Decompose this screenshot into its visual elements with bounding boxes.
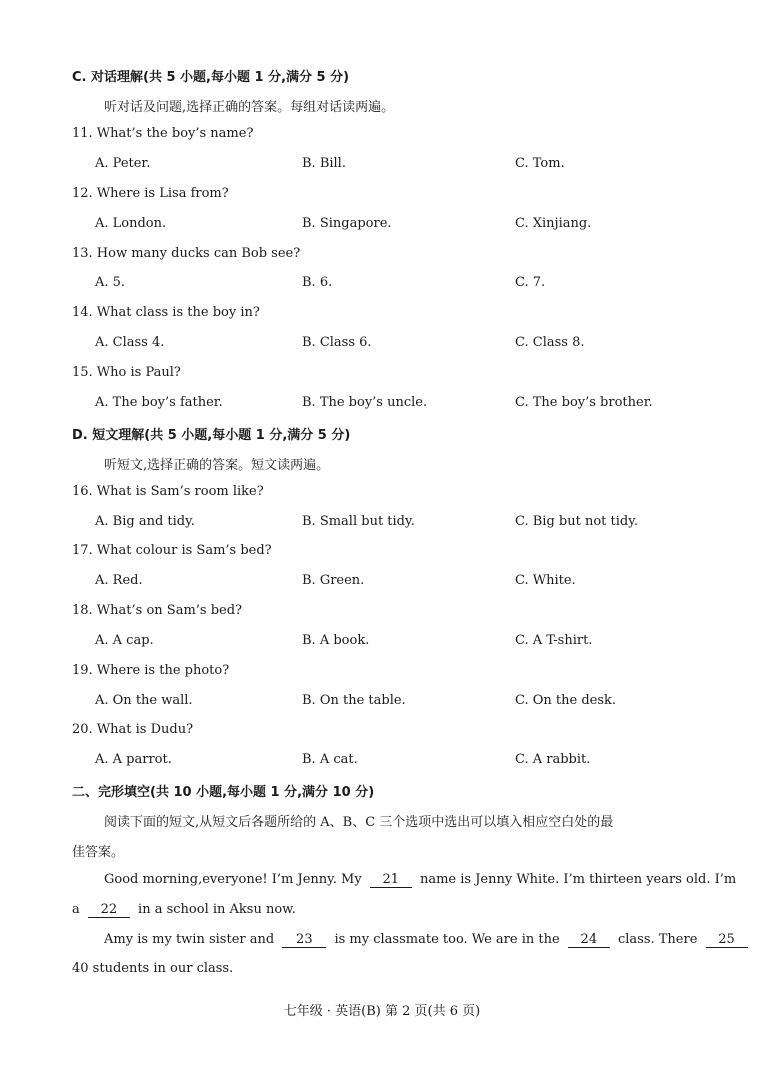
cloze-paragraph-line-2 [72,902,296,918]
question-19: 19. Where is the photo? [72,663,230,678]
question-12: 12. Where is Lisa from? [72,186,229,201]
cloze-text: name is Jenny White. I’m thirteen years old. I’m [419,872,737,887]
option-13-b[interactable]: B. 6. [302,275,333,290]
section-d-instruction: 听短文,选择正确的答案。短文读两遍。 [104,458,330,473]
cloze-text: is my classmate too. We are in the [334,932,560,947]
question-14: 14. What class is the boy in? [72,305,260,320]
cloze-text: class. There [617,932,698,947]
option-12-c[interactable]: C. Xinjiang. [515,216,592,231]
option-17-a[interactable]: A. Red. [95,573,143,588]
cloze-text: in a school in Aksu now. [138,902,296,917]
option-15-b[interactable]: B. The boy’s uncle. [302,395,428,410]
question-15: 15. Who is Paul? [72,365,181,380]
option-20-b[interactable]: B. A cat. [302,752,358,767]
option-15-c[interactable]: C. The boy’s brother. [515,395,653,410]
option-19-a[interactable]: A. On the wall. [95,693,193,708]
option-16-a[interactable]: A. Big and tidy. [95,514,195,529]
option-13-a[interactable]: A. 5. [95,275,126,290]
cloze-blank-21[interactable]: 21 [370,873,412,888]
section-c-instruction: 听对话及问题,选择正确的答案。每组对话读两遍。 [104,100,395,115]
cloze-blank-22[interactable]: 22 [88,903,130,918]
option-19-b[interactable]: B. On the table. [302,693,406,708]
option-16-c[interactable]: C. Big but not tidy. [515,514,638,529]
cloze-blank-25[interactable]: 25 [706,933,748,948]
cloze-paragraph-line-3 [104,932,748,948]
question-11: 11. What’s the boy’s name? [72,126,254,141]
option-11-c[interactable]: C. Tom. [515,156,565,171]
cloze-title: 二、完形填空(共 10 小题,每小题 1 分,满分 10 分) [72,785,375,800]
cloze-text: Good morning,everyone! I’m Jenny. My [104,872,362,887]
question-13: 13. How many ducks can Bob see? [72,246,301,261]
section-d-title: D. 短文理解(共 5 小题,每小题 1 分,满分 5 分) [72,428,351,443]
option-14-c[interactable]: C. Class 8. [515,335,585,350]
option-18-b[interactable]: B. A book. [302,633,370,648]
option-17-b[interactable]: B. Green. [302,573,365,588]
option-14-b[interactable]: B. Class 6. [302,335,372,350]
cloze-instruction-1: 阅读下面的短文,从短文后各题所给的 A、B、C 三个选项中选出可以填入相应空白处的最 [104,815,614,830]
option-19-c[interactable]: C. On the desk. [515,693,617,708]
question-20: 20. What is Dudu? [72,722,194,737]
page-footer: 七年级 · 英语(B) 第 2 页(共 6 页) [283,1004,481,1019]
cloze-text: Amy is my twin sister and [104,932,275,947]
option-15-a[interactable]: A. The boy’s father. [95,395,223,410]
option-12-a[interactable]: A. London. [95,216,167,231]
question-17: 17. What colour is Sam’s bed? [72,543,272,558]
cloze-text: a [72,902,80,917]
option-13-c[interactable]: C. 7. [515,275,546,290]
option-11-b[interactable]: B. Bill. [302,156,346,171]
option-18-c[interactable]: C. A T-shirt. [515,633,593,648]
option-20-a[interactable]: A. A parrot. [95,752,172,767]
cloze-paragraph-line-4: 40 students in our class. [72,961,234,976]
option-16-b[interactable]: B. Small but tidy. [302,514,415,529]
section-c-title: C. 对话理解(共 5 小题,每小题 1 分,满分 5 分) [72,70,350,85]
cloze-blank-24[interactable]: 24 [568,933,610,948]
option-14-a[interactable]: A. Class 4. [95,335,165,350]
question-18: 18. What’s on Sam’s bed? [72,603,243,618]
question-16: 16. What is Sam’s room like? [72,484,264,499]
cloze-paragraph-line-1 [104,872,736,888]
cloze-blank-23[interactable]: 23 [282,933,326,948]
option-11-a[interactable]: A. Peter. [95,156,151,171]
option-18-a[interactable]: A. A cap. [95,633,154,648]
option-12-b[interactable]: B. Singapore. [302,216,392,231]
cloze-instruction-2: 佳答案。 [72,845,125,860]
option-20-c[interactable]: C. A rabbit. [515,752,591,767]
option-17-c[interactable]: C. White. [515,573,576,588]
